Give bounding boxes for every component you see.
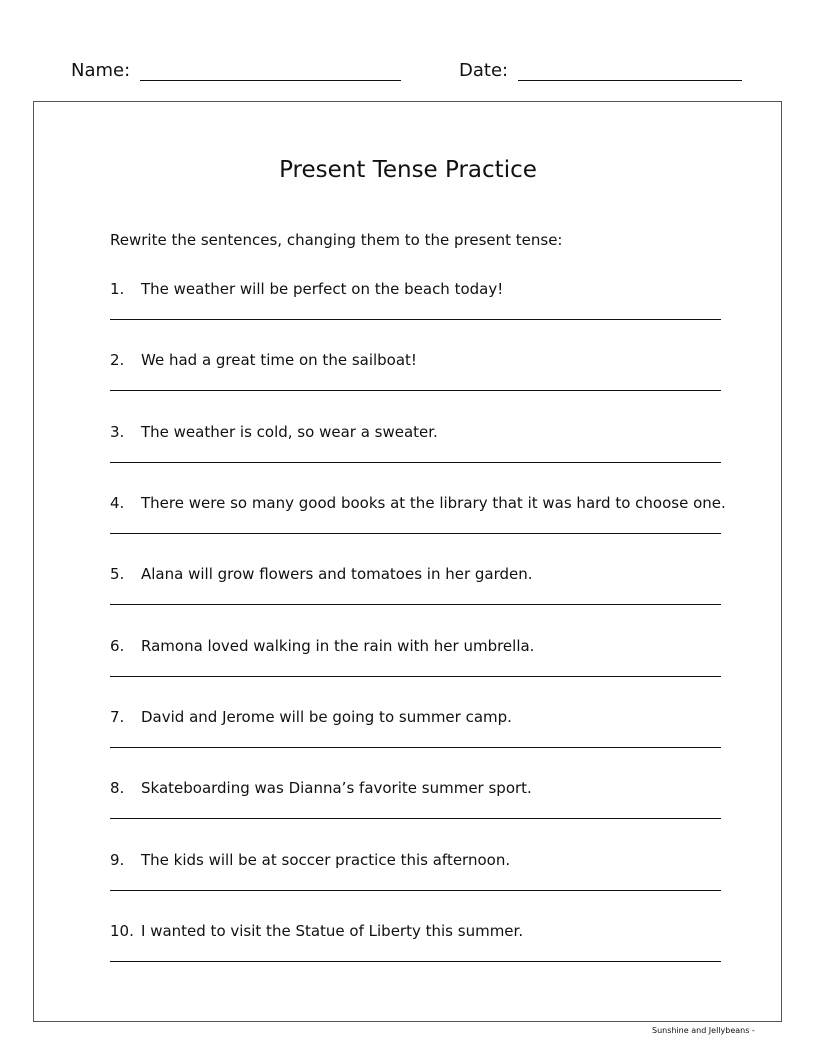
question-text: The kids will be at soccer practice this afternoon. [141,851,511,869]
question-text: Ramona loved walking in the rain with her umbrella. [141,637,535,655]
answer-line[interactable] [110,747,721,748]
question-text: Skateboarding was Dianna’s favorite summer sport. [141,779,532,797]
page-title: Present Tense Practice [279,157,537,183]
answer-line[interactable] [110,961,721,962]
question-text: There were so many good books at the library that it was hard to choose one. [141,494,726,512]
question-item [110,922,750,940]
question-item [110,637,750,655]
question-number: 8. [110,779,125,797]
name-blank-line[interactable] [140,60,401,81]
footer-credit: Sunshine and Jellybeans - [652,1026,755,1035]
answer-line[interactable] [110,390,721,391]
question-number: 5. [110,565,125,583]
question-number: 4. [110,494,125,512]
name-field [71,60,401,81]
name-label: Name: [71,60,131,81]
question-text: The weather will be perfect on the beach today! [141,280,504,298]
answer-line[interactable] [110,604,721,605]
question-number: 3. [110,423,125,441]
question-item [110,280,750,298]
question-item [110,565,750,583]
date-label: Date: [459,60,509,81]
question-text: David and Jerome will be going to summer camp. [141,708,512,726]
question-text: The weather is cold, so wear a sweater. [141,423,438,441]
answer-line[interactable] [110,676,721,677]
answer-line[interactable] [110,533,721,534]
question-text: I wanted to visit the Statue of Liberty this summer. [141,922,524,940]
answer-line[interactable] [110,818,721,819]
question-item [110,494,750,512]
question-item [110,423,750,441]
question-number: 6. [110,637,125,655]
question-item [110,779,750,797]
question-text: Alana will grow flowers and tomatoes in her garden. [141,565,533,583]
answer-line[interactable] [110,319,721,320]
question-text: We had a great time on the sailboat! [141,351,417,369]
answer-line[interactable] [110,462,721,463]
question-item [110,708,750,726]
question-item [110,851,750,869]
instructions: Rewrite the sentences, changing them to the present tense: [110,231,563,249]
question-number: 9. [110,851,125,869]
question-number: 10. [110,922,134,940]
question-number: 1. [110,280,125,298]
question-number: 7. [110,708,125,726]
date-blank-line[interactable] [518,60,742,81]
question-item [110,351,750,369]
header [71,60,751,90]
question-number: 2. [110,351,125,369]
date-field [459,60,742,81]
answer-line[interactable] [110,890,721,891]
